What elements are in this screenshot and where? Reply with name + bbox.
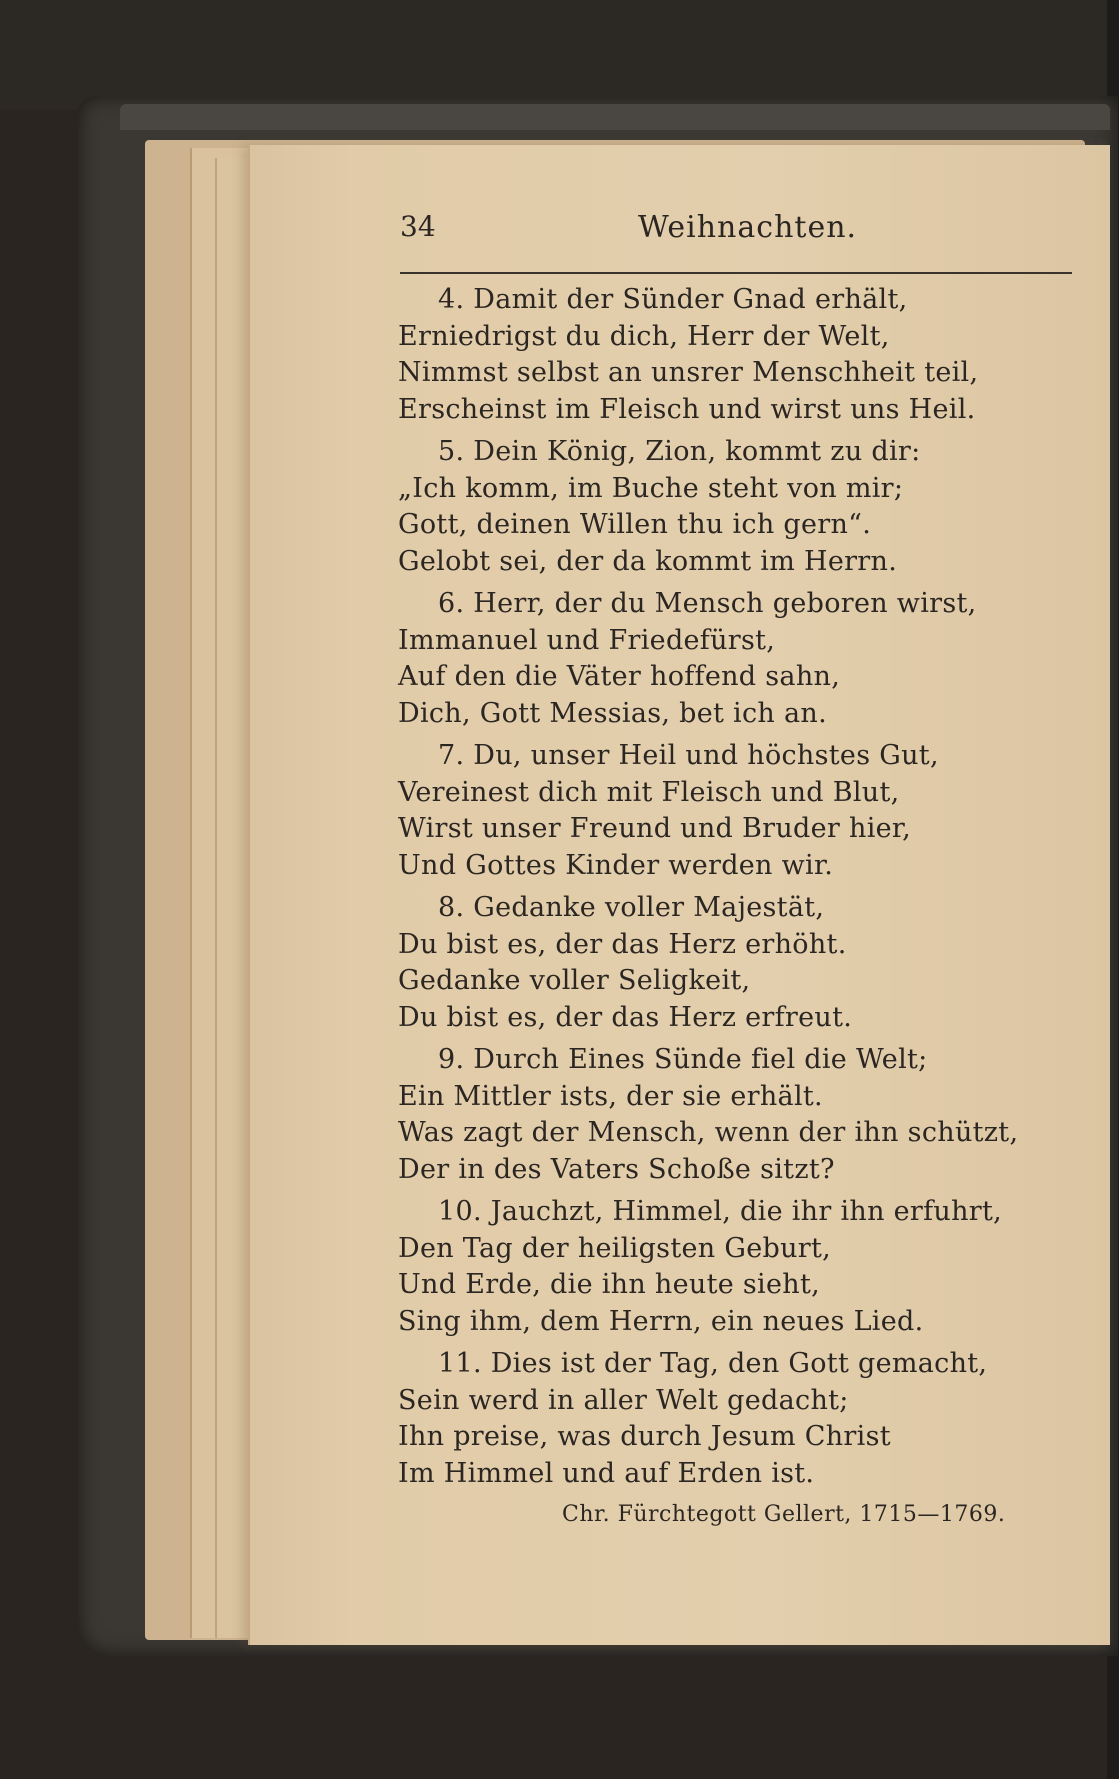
verse-line: 8. Gedanke voller Majestät,: [438, 892, 825, 923]
verse-line: 9. Durch Eines Sünde fiel die Welt;: [438, 1044, 928, 1075]
verse-line: Den Tag der heiligsten Geburt,: [398, 1232, 831, 1264]
header-rule: [400, 272, 1072, 274]
verse-line: Gott, deinen Willen thu ich gern“.: [398, 509, 872, 540]
verse-line: Sein werd in aller Welt gedacht;: [398, 1384, 849, 1416]
stanza: [398, 586, 1078, 732]
verse-line: 11. Dies ist der Tag, den Gott gemacht,: [438, 1348, 988, 1379]
verse-line: Du bist es, der das Herz erfreut.: [398, 1001, 853, 1033]
verse-line: Sing ihm, dem Herrn, ein neues Lied.: [398, 1305, 924, 1337]
verse-line: Ein Mittler ists, der sie erhält.: [398, 1080, 823, 1112]
verse-line: Im Himmel und auf Erden ist.: [398, 1457, 815, 1489]
background-top: [0, 0, 1119, 110]
verse-line: Gedanke voller Seligkeit,: [398, 965, 751, 996]
verse-line: 6. Herr, der du Mensch geboren wirst,: [438, 588, 977, 619]
verse-line: Nimmst selbst an unsrer Menschheit teil,: [398, 357, 979, 388]
verse-line: „Ich komm, im Buche steht von mir;: [398, 472, 904, 504]
verse-line: Und Gottes Kinder werden wir.: [398, 849, 834, 881]
verse-line: Immanuel und Friedefürst,: [398, 624, 776, 656]
verse-line: Auf den die Väter hoffend sahn,: [398, 661, 841, 692]
stanza: [398, 1042, 1078, 1188]
book-spine-edge: [120, 104, 1110, 130]
verse-line: Dich, Gott Messias, bet ich an.: [398, 697, 827, 729]
verse-line: Erscheinst im Fleisch und wirst uns Heil.: [398, 393, 976, 425]
page-header: [400, 210, 1060, 260]
verse-line: 4. Damit der Sünder Gnad erhält,: [438, 284, 908, 315]
author-attribution: Chr. Fürchtegott Gellert, 1715—1769.: [562, 1502, 1006, 1527]
hymn-text: [398, 282, 1078, 1498]
verse-line: 10. Jauchzt, Himmel, die ihr ihn erfuhrt,: [438, 1196, 1003, 1227]
verse-line: Gelobt sei, der da kommt im Herrn.: [398, 545, 898, 577]
verse-line: Du bist es, der das Herz erhöht.: [398, 928, 847, 960]
verse-line: Der in des Vaters Schoße sitzt?: [398, 1153, 835, 1185]
verse-line: Vereinest dich mit Fleisch und Blut,: [398, 776, 900, 808]
stanza: [398, 1194, 1078, 1340]
verse-line: Erniedrigst du dich, Herr der Welt,: [398, 320, 890, 352]
verse-line: Was zagt der Mensch, wenn der ihn schützt,: [398, 1117, 1019, 1148]
stanza: [398, 890, 1078, 1036]
verse-line: 7. Du, unser Heil und höchstes Gut,: [438, 740, 939, 771]
page-number: 34: [400, 210, 436, 243]
stanza: [398, 738, 1078, 884]
stanza: [398, 434, 1078, 580]
stanza: [398, 1346, 1078, 1492]
stanza: [398, 282, 1078, 428]
verse-line: Ihn preise, was durch Jesum Christ: [398, 1421, 891, 1452]
verse-line: Wirst unser Freund und Bruder hier,: [398, 813, 912, 844]
running-head: Weihnachten.: [638, 210, 858, 245]
verse-line: Und Erde, die ihn heute sieht,: [398, 1269, 820, 1300]
verse-line: 5. Dein König, Zion, kommt zu dir:: [438, 436, 921, 467]
